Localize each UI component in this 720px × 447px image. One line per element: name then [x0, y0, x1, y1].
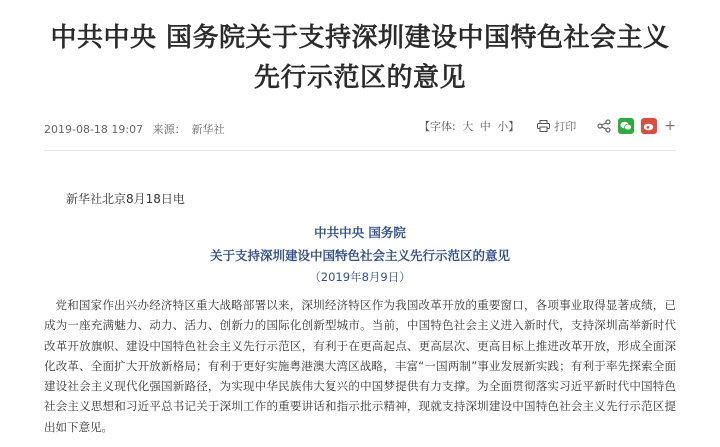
- document-date: （2019年8月9日）: [309, 270, 411, 284]
- document-title: 关于支持深圳建设中国特色社会主义先行示范区的意见: [209, 248, 510, 263]
- font-size-label: 【字体:: [419, 120, 456, 133]
- wechat-icon[interactable]: [618, 118, 634, 134]
- share-bar: [590, 118, 676, 134]
- paragraph: 党和国家作出兴办经济特区重大战略部署以来，深圳经济特区作为我国改革开放的重要窗口，各项事业取得显著成绩，已成为一座充满魅力、动力、活力、创新力的国际化创新型城市。当前，中国特色社会主义进入新时代，支持深圳高举新时代改革开放旗帜、建设中国特色社会主义先行示范区，有利于在更高起点、更高层次、更高目标上推进改革开放，形成全面深化改革、全面扩大开放新格局；有利于更好实施粤港澳大湾区战略，丰富“一国两制”事业发展新实践；有利于率先探索全面建设社会主义现代化强国新路径，为实现中华民族伟大复兴的中国梦提供有力支撑。为全面贯彻落实习近平新时代中国特色社会主义思想和习近平总书记关于深圳工作的重要讲话和指示批示精神，现就支持深圳建设中国特色社会主义先行示范区提出如下意见。: [44, 298, 676, 434]
- article-toolbar: [419, 118, 676, 134]
- source-label: 来源：: [152, 123, 186, 136]
- title-line-2: 先行示范区的意见: [253, 63, 466, 93]
- share-icon[interactable]: [597, 119, 611, 133]
- font-large-button[interactable]: 大: [462, 120, 474, 133]
- font-size-control: [419, 118, 519, 134]
- weibo-icon[interactable]: [641, 118, 657, 134]
- source-name: 新华社: [191, 123, 225, 136]
- article-meta: [44, 121, 231, 137]
- print-button[interactable]: [537, 118, 576, 134]
- font-small-button[interactable]: 小】: [497, 120, 520, 133]
- title-line-1: 中共中央 国务院关于支持深圳建设中国特色社会主义: [50, 23, 670, 53]
- dateline: 新华社北京8月18日电: [66, 192, 185, 206]
- document-issuer: 中共中央 国务院: [314, 225, 406, 240]
- print-icon: [537, 120, 550, 132]
- print-label: 打印: [554, 120, 577, 133]
- page-title: [0, 18, 720, 98]
- font-medium-button[interactable]: 中: [479, 120, 491, 133]
- publish-date: 2019-08-18 19:07: [44, 123, 144, 136]
- meta-bar: [0, 118, 720, 140]
- plus-icon[interactable]: +: [664, 118, 676, 134]
- divider: [44, 150, 676, 151]
